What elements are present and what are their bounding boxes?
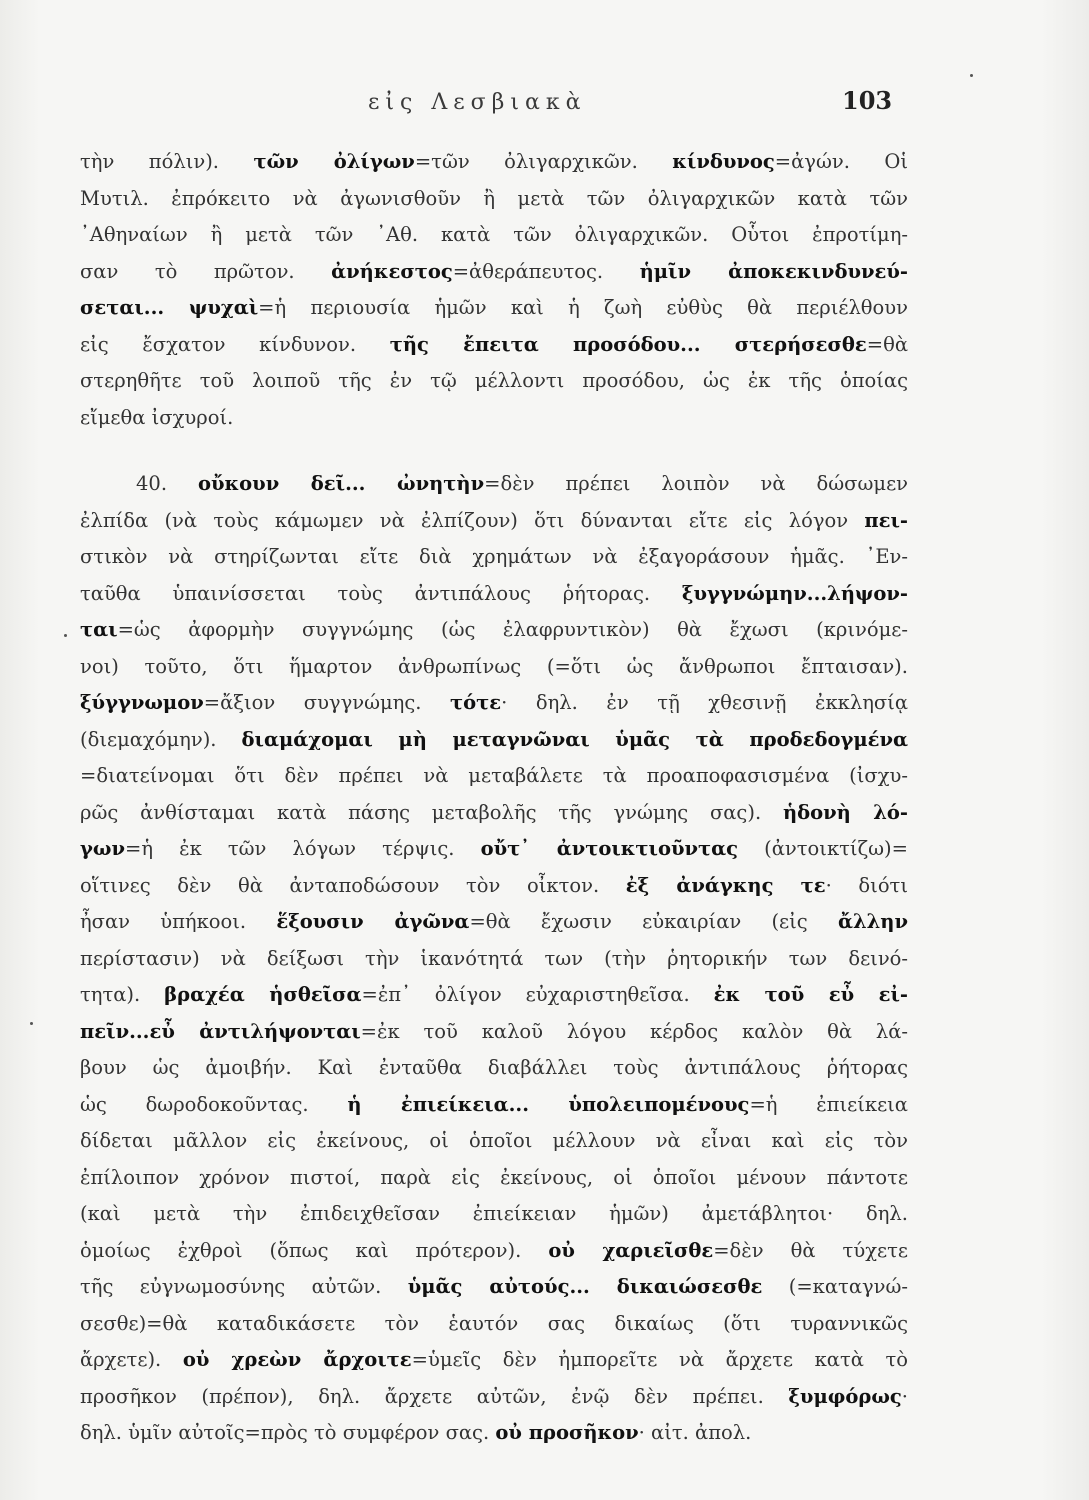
lemma-term: κίνδυνος	[672, 150, 775, 173]
body-text	[80, 144, 908, 1452]
text-line: ἄρχετε). οὐ χρεὼν ἄρχοιτε=ὑμεῖς δὲν ἠμπορεῖτε νὰ ἄρχετε κατὰ τὸ	[80, 1348, 908, 1371]
text-line: τὴν πόλιν). τῶν ὀλίγων=τῶν ὀλιγαρχικῶν. κίνδυνος=ἀγών. Οἱ	[80, 150, 908, 173]
lemma-term: οὔκουν δεῖ... ὠνητὴν	[198, 472, 485, 495]
lemma-term: ἐκ τοῦ εὖ εἰ-	[713, 983, 908, 1006]
lemma-term: τῆς ἔπειτα προσόδου... στερήσεσθε	[389, 332, 867, 356]
text-line: δηλ. ὑμῖν αὐτοῖς=πρὸς τὸ συμφέρον σας. οὐ προσῆκον· αἰτ. ἀπολ.	[80, 1421, 752, 1444]
text-line: γων=ἡ ἐκ τῶν λόγων τέρψις. οὔτ᾿ ἀντοικτιοῦντας (ἀντοικτίζω)=	[80, 837, 908, 860]
text-line: ὁμοίως ἐχθροὶ (ὅπως καὶ πρότερον). οὐ χαριεῖσθε=δὲν θὰ τύχετε	[80, 1238, 908, 1262]
text-line: βουν ὡς ἀμοιβήν. Καὶ ἐνταῦθα διαβάλλει τοὺς ἀντιπάλους ῥήτορας	[80, 1056, 908, 1079]
text-line: ὡς δωροδοκοῦντας. ἡ ἐπιείκεια... ὑπολειπομένους=ἡ ἐπιείκεια	[80, 1092, 908, 1116]
text-line: εἴμεθα ἰσχυροί.	[80, 405, 234, 429]
lemma-term: ἡμῖν ἀποκεκινδυνεύ-	[639, 259, 908, 283]
lemma-term: τῶν ὀλίγων	[253, 150, 415, 173]
text-line: προσῆκον (πρέπον), δηλ. ἄρχετε αὐτῶν, ἐνῷ δὲν πρέπει. ξυμφόρως·	[80, 1384, 908, 1408]
lemma-term: ξύγγνωμον	[80, 691, 204, 714]
text-line: στικὸν νὰ στηρίζωνται εἴτε διὰ χρημάτων νὰ ἐξαγοράσουν ἡμᾶς. ᾿Εν-	[80, 545, 908, 568]
text-line: ρῶς ἀνθίσταμαι κατὰ πάσης μεταβολῆς τῆς γνώμης σας). ἡδονὴ λό-	[80, 800, 908, 824]
text-line: =διατείνομαι ὅτι δὲν πρέπει νὰ μεταβάλετε τὰ προαποφασισμένα (ἰσχυ-	[80, 764, 908, 787]
lemma-term: βραχέα ἡσθεῖσα	[164, 983, 362, 1006]
text-line: 40. οὔκουν δεῖ... ὠνητὴν=δὲν πρέπει λοιπὸν νὰ δώσωμεν	[136, 472, 908, 495]
text-line: σαν τὸ πρῶτον. ἀνήκεστος=ἀθεράπευτος. ἡμῖν ἀποκεκινδυνεύ-	[80, 259, 908, 283]
text-line: πεῖν...εὖ ἀντιλήψονται=ἐκ τοῦ καλοῦ λόγου κέρδος καλὸν θὰ λά-	[80, 1019, 908, 1043]
text-line: ταῦθα ὑπαινίσσεται τοὺς ἀντιπάλους ῥήτορας. ξυγγνώμην...λήψον-	[80, 581, 908, 605]
text-line: περίστασιν) νὰ δείξωσι τὴν ἱκανότητά των (τὴν ῥητορικήν των δεινό-	[80, 946, 908, 970]
text-line: δίδεται μᾶλλον εἰς ἐκείνους, οἱ ὁποῖοι μέλλουν νὰ εἶναι καὶ εἰς τὸν	[80, 1129, 908, 1152]
lemma-term: ται	[80, 618, 118, 641]
text-line: ται=ὡς ἀφορμὴν συγγνώμης (ὡς ἐλαφρυντικὸν) θὰ ἔχωσι (κρινόμε-	[80, 618, 908, 641]
text-line: (καὶ μετὰ τὴν ἐπιδειχθεῖσαν ἐπιείκειαν ἡμῶν) ἀμετάβλητοι· δηλ.	[80, 1202, 908, 1225]
lemma-term: ἡδονὴ λό-	[782, 800, 908, 824]
text-line: τητα). βραχέα ἡσθεῖσα=ἐπ᾿ ὀλίγον εὐχαριστηθεῖσα. ἐκ τοῦ εὖ εἰ-	[80, 983, 908, 1006]
lemma-term: ξυγγνώμην...λήψον-	[681, 581, 908, 605]
running-head	[0, 86, 1089, 120]
text-line: εἰς ἔσχατον κίνδυνον. τῆς ἔπειτα προσόδου... στερήσεσθε=θὰ	[80, 332, 908, 356]
text-line: νοι) τοῦτο, ὅτι ἥμαρτον ἀνθρωπίνως (=ὅτι ὡς ἄνθρωποι ἔπταισαν).	[80, 654, 908, 678]
lemma-term: ὑμᾶς αὐτούς... δικαιώσεσθε	[407, 1275, 763, 1298]
text-line: (διεμαχόμην). διαμάχομαι μὴ μεταγνῶναι ὑμᾶς τὰ προδεδογμένα	[80, 727, 908, 751]
running-title: εἰς Λεσβιακὰ	[368, 90, 587, 115]
lemma-term: πεῖν...εὖ ἀντιλήψονται	[80, 1019, 361, 1043]
lemma-term: πει-	[864, 508, 908, 532]
text-line: οἵτινες δὲν θὰ ἀνταποδώσουν τὸν οἶκτον. ἐξ ἀνάγκης τε· διότι	[80, 873, 908, 897]
text-line: Μυτιλ. ἐπρόκειτο νὰ ἀγωνισθοῦν ἢ μετὰ τῶν ὀλιγαρχικῶν κατὰ τῶν	[80, 186, 908, 210]
lemma-term: ἄλλην	[837, 910, 908, 933]
margin-dot	[970, 74, 973, 77]
text-line: σεσθε)=θὰ καταδικάσετε τὸν ἑαυτόν σας δικαίως (ὅτι τυραννικῶς	[80, 1311, 908, 1335]
text-line: τῆς εὐγνωμοσύνης αὐτῶν. ὑμᾶς αὐτούς... δικαιώσεσθε (=καταγνώ-	[80, 1275, 908, 1298]
lemma-term: ἕξουσιν ἀγῶνα	[276, 910, 470, 933]
lemma-term: οὐ προσῆκον	[495, 1421, 639, 1444]
lemma-term: σεται... ψυχαὶ	[80, 296, 259, 319]
margin-dot	[64, 634, 67, 637]
lemma-term: γων	[80, 837, 125, 860]
lemma-term: οὐ χαριεῖσθε	[548, 1238, 714, 1262]
text-line: ἦσαν ὑπήκοοι. ἕξουσιν ἀγῶνα=θὰ ἔχωσιν εὐκαιρίαν (εἰς ἄλλην	[80, 910, 908, 933]
lemma-term: ξυμφόρως	[788, 1384, 902, 1408]
text-line: ἐπίλοιπον χρόνον πιστοί, παρὰ εἰς ἐκείνους, οἱ ὁποῖοι μένουν πάντοτε	[80, 1165, 908, 1189]
lemma-term: τότε	[450, 691, 502, 714]
margin-dot	[30, 1022, 33, 1025]
lemma-term: ἐξ ἀνάγκης τε	[625, 873, 826, 897]
lemma-term: ἡ ἐπιείκεια... ὑπολειπομένους	[347, 1092, 750, 1116]
lemma-term: οὐ χρεὼν ἄρχοιτε	[182, 1348, 412, 1371]
text-line: ξύγγνωμον=ἄξιον συγγνώμης. τότε· δηλ. ἐν τῇ χθεσινῇ ἐκκλησίᾳ	[80, 691, 908, 714]
text-line: ἐλπίδα (νὰ τοὺς κάμωμεν νὰ ἐλπίζουν) ὅτι δύνανται εἴτε εἰς λόγον πει-	[80, 508, 908, 532]
page-number: 103	[842, 86, 893, 115]
text-line: στερηθῆτε τοῦ λοιποῦ τῆς ἐν τῷ μέλλοντι προσόδου, ὡς ἐκ τῆς ὁποίας	[80, 369, 908, 392]
lemma-term: διαμάχομαι μὴ μεταγνῶναι ὑμᾶς τὰ προδεδογμένα	[241, 727, 908, 751]
lemma-term: ἀνήκεστος	[331, 259, 453, 283]
text-line: ᾿Αθηναίων ἢ μετὰ τῶν ᾿Αθ. κατὰ τῶν ὀλιγαρχικῶν. Οὗτοι ἐπροτίμη-	[80, 223, 908, 246]
lemma-term: οὔτ᾿ ἀντοικτιοῦντας	[480, 837, 739, 860]
text-line: σεται... ψυχαὶ=ἡ περιουσία ἡμῶν καὶ ἡ ζωὴ εὐθὺς θὰ περιέλθουν	[80, 296, 908, 319]
